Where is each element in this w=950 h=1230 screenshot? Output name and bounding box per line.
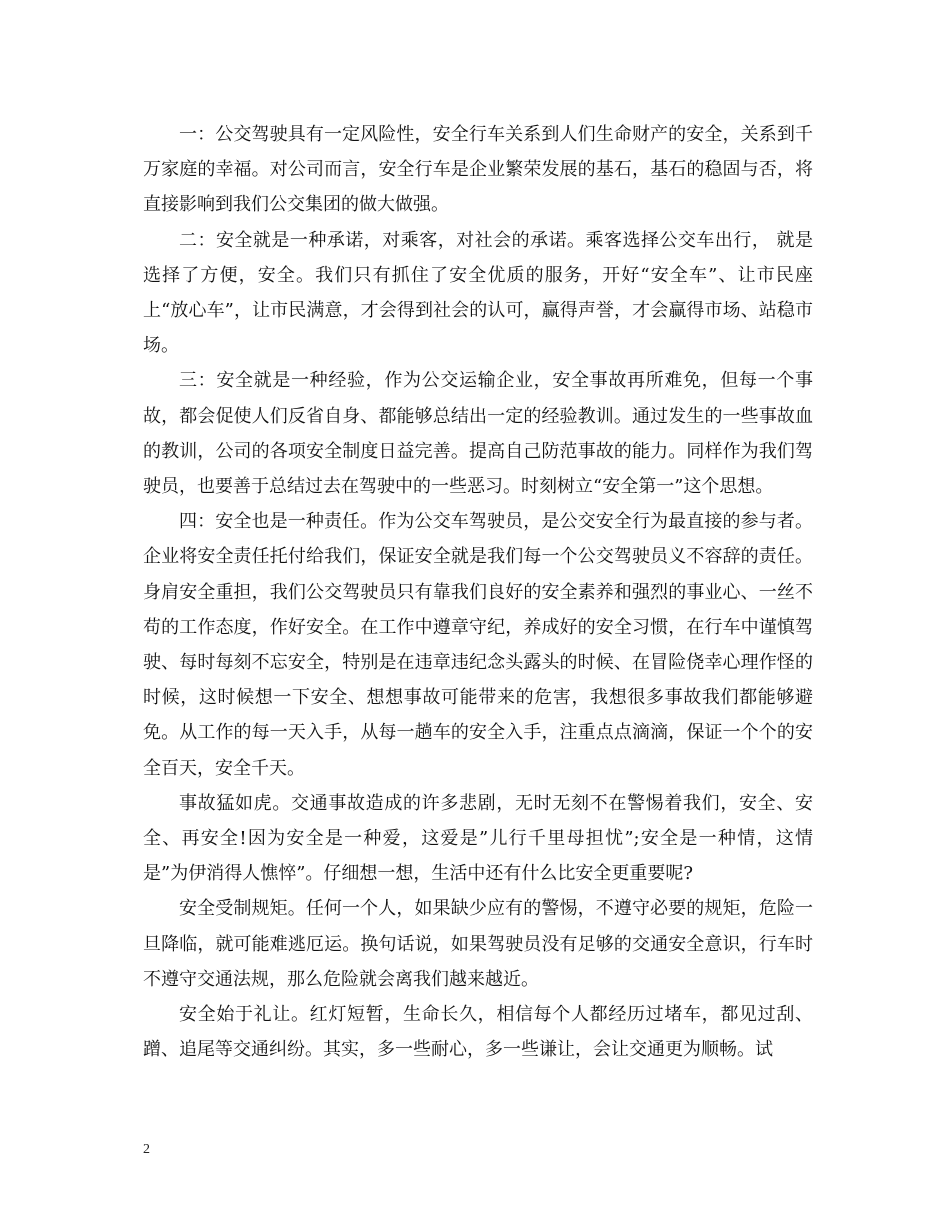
paragraph-7: 安全始于礼让。红灯短暂，生命长久，相信每个人都经历过堵车，都见过刮、蹭、追尾等交通纠纷。其实，多一些耐心，多一些谦让，会让交通更为顺畅。试 xyxy=(143,1004,813,1061)
paragraph-5: 事故猛如虎。交通事故造成的许多悲剧，无时无刻不在警惕着我们，安全、安全、再安全!因为安全是一种爱，这爱是”儿行千里母担忧”;安全是一种情，这情是”为伊消得人憔悴”。仔细想一想，生活中还有什么比安全更重要呢? xyxy=(143,792,813,885)
paragraph-6: 安全受制规矩。任何一个人，如果缺少应有的警惕，不遵守必要的规矩，危险一旦降临，就可能难逃厄运。换句话说，如果驾驶员没有足够的交通安全意识，行车时不遵守交通法规，那么危险就会离我们越来越近。 xyxy=(143,898,813,990)
document-body xyxy=(143,117,813,1067)
paragraph-4: 四：安全也是一种责任。作为公交车驾驶员，是公交安全行为最直接的参与者。企业将安全责任托付给我们，保证安全就是我们每一个公交驾驶员义不容辞的责任。身肩安全重担，我们公交驾驶员只有靠我们良好的安全素养和强烈的事业心、一丝不苟的工作态度，作好安全。在工作中遵章守纪，养成好的安全习惯，在行车中谨慎驾驶、每时每刻不忘安全，特别是在违章违纪念头露头的时候、在冒险侥幸心理作怪的时候，这时候想一下安全、想想事故可能带来的危害，我想很多事故我们都能够避免。从工作的每一天入手，从每一趟车的安全入手，注重点点滴滴，保证一个个的安全百天，安全千天。 xyxy=(143,511,813,779)
paragraph-1: 一：公交驾驶具有一定风险性，安全行车关系到人们生命财产的安全，关系到千万家庭的幸福。对公司而言，安全行车是企业繁荣发展的基石，基石的稳固与否，将直接影响到我们公交集团的做大做强。 xyxy=(143,124,813,216)
paragraph-3: 三：安全就是一种经验，作为公交运输企业，安全事故再所难免，但每一个事故，都会促使人们反省自身、都能够总结出一定的经验教训。通过发生的一些事故血的教训，公司的各项安全制度日益完善。提高自己防范事故的能力。同样作为我们驾驶员，也要善于总结过去在驾驶中的一些恶习。时刻树立“安全第一”这个思想。 xyxy=(143,370,813,498)
paragraph-2: 二：安全就是一种承诺，对乘客，对社会的承诺。乘客选择公交车出行， 就是选择了方便，安全。我们只有抓住了安全优质的服务，开好“安全车”、让市民座上“放心车”，让市民满意，才会得到社会的认可，赢得声誉，才会赢得市场、站稳市场。 xyxy=(143,229,813,357)
page-number: 2 xyxy=(143,1142,150,1157)
